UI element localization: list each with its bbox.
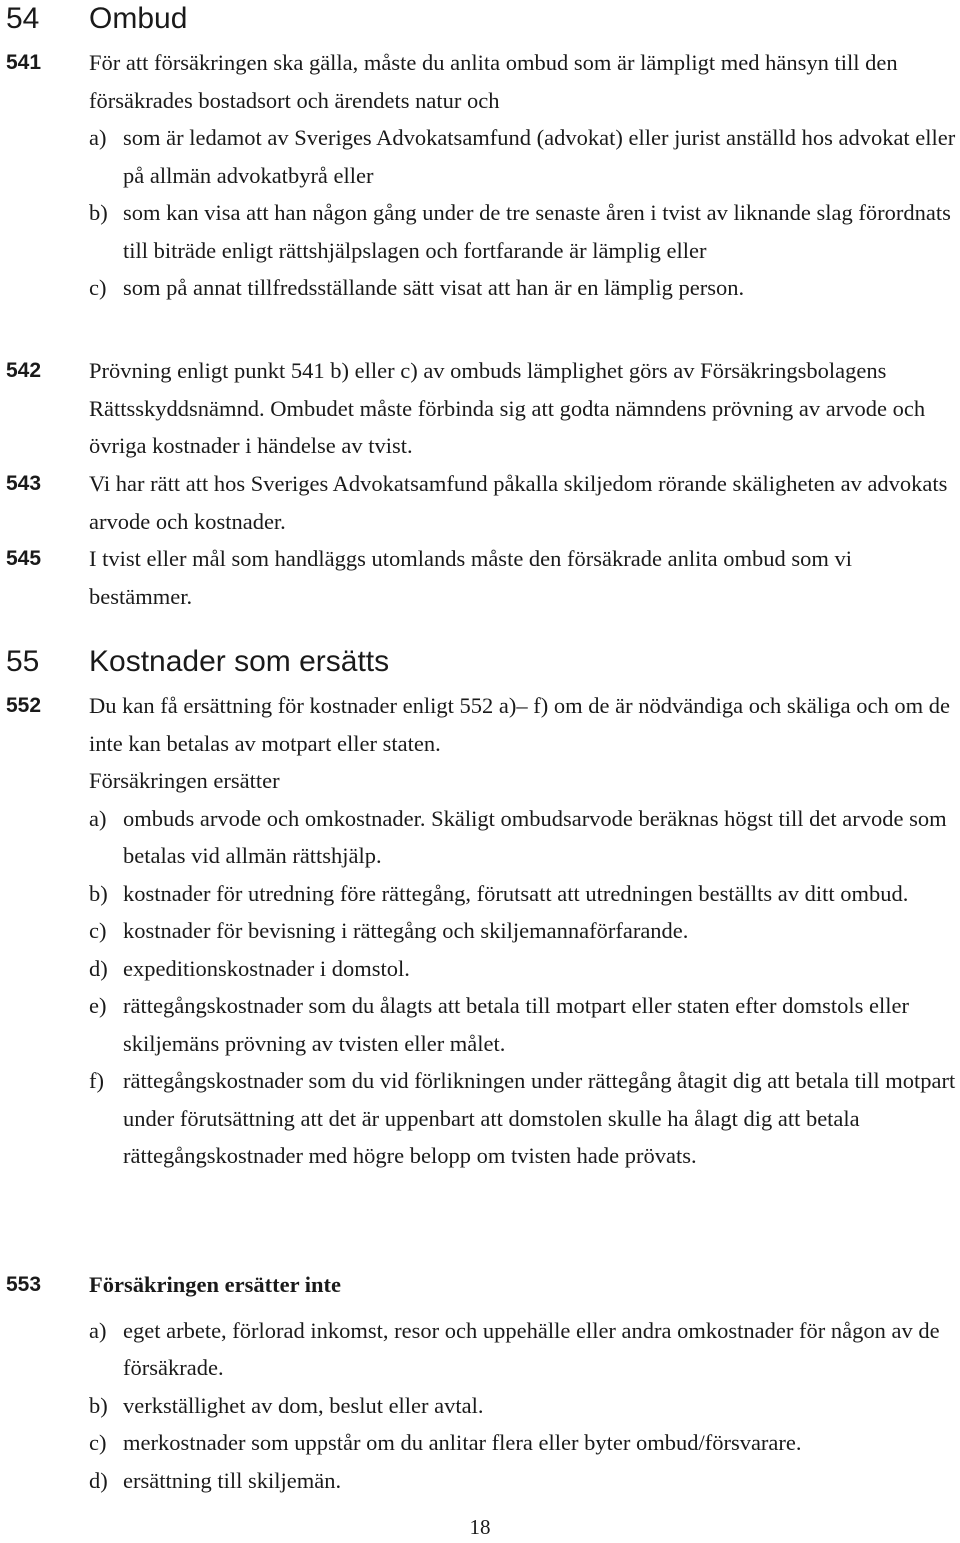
clause-text: För att försäkringen ska gälla, måste du anlita ombud som är lämpligt med hänsyn till den försäkrades bostadsort och ärendets natur och (89, 50, 898, 113)
list-item-text: verkställighet av dom, beslut eller avtal. (123, 1392, 484, 1418)
clause-543 (6, 465, 956, 540)
section-heading (6, 643, 956, 681)
section-heading (6, 0, 956, 38)
section-number: 54 (6, 2, 40, 35)
list-item (89, 194, 956, 269)
clause (6, 465, 956, 540)
list-item-text: kostnader för utredning före rättegång, förutsatt att utredningen beställts av ditt ombud. (123, 880, 909, 906)
list-item-label: d) (89, 955, 108, 981)
list-item-text: rättegångskostnader som du ålagts att betala till motpart eller staten efter domstols eller skiljemäns prövning av tvisten eller målet. (123, 993, 910, 1056)
section-55 (6, 643, 956, 681)
list-item-label: f) (89, 1068, 104, 1093)
list-item (89, 912, 956, 950)
page-number: 18 (469, 1515, 491, 1539)
clause-text: Du kan få ersättning för kostnader enligt 552 a)– f) om de är nödvändiga och skäliga och om de inte kan betalas av motpart eller staten. (89, 693, 950, 756)
list-item (89, 1312, 956, 1387)
list-item-text: kostnader för bevisning i rättegång och skiljemannaförfarande. (123, 918, 689, 943)
list-item (89, 1387, 956, 1425)
clause-body (89, 1266, 956, 1499)
list-item-label: b) (89, 1392, 108, 1418)
clause-number: 541 (6, 51, 42, 74)
list-item-label: b) (89, 200, 108, 225)
list-item (89, 800, 956, 875)
list-item-text: som på annat tillfredsställande sätt visat att han är en lämplig person. (123, 275, 745, 300)
clause-body (89, 44, 956, 307)
list-item (89, 875, 956, 913)
clause-number: 552 (6, 694, 42, 717)
clause (6, 352, 956, 465)
list-item-text: som är ledamot av Sveriges Advokatsamfund (advokat) eller jurist anställd hos advokat eller på allmän advokatbyrå eller (123, 125, 956, 188)
list-item (89, 950, 956, 988)
list-item-text: som kan visa att han någon gång under de tre senaste åren i tvist av liknande slag förordnats till biträde enligt rättshjälpslagen och fortfarande är lämplig eller (123, 200, 951, 263)
clause-subtext: Försäkringen ersätter (89, 768, 280, 793)
list-item-label: d) (89, 1467, 108, 1493)
clause-545 (6, 540, 956, 615)
list-item (89, 1424, 956, 1462)
clause-553 (6, 1266, 956, 1499)
clause-body (89, 687, 956, 1175)
clause (6, 687, 956, 1175)
list-item-label: e) (89, 993, 107, 1018)
list-item (89, 119, 956, 194)
list-item (89, 1462, 956, 1500)
clause-number: 545 (6, 547, 42, 570)
clause-number: 542 (6, 359, 42, 382)
clause-541 (6, 44, 956, 307)
clause-text: I tvist eller mål som handläggs utomlands måste den försäkrade anlita ombud som vi bestämmer. (89, 546, 852, 609)
list-item-text: rättegångskostnader som du vid förlikningen under rättegång åtagit dig att betala till motpart under förutsättning att det är uppenbart att domstolen skulle ha ålagt dig att betala rättegångskostnader med högre belopp om tvisten hade prövats. (123, 1068, 956, 1168)
list-item-label: a) (89, 1317, 107, 1343)
clause-text: Prövning enligt punkt 541 b) eller c) av ombuds lämplighet görs av Försäkringsbolagens Rättsskyddsnämnd. Ombudet måste förbinda sig att godta nämndens prövning av arvode och övriga kostnader i händelse av tvist. (89, 358, 926, 458)
section-54 (6, 0, 956, 38)
list-item-label: c) (89, 918, 107, 943)
clause (6, 1266, 956, 1499)
clause-text: Vi har rätt att hos Sveriges Advokatsamfund påkalla skiljedom rörande skäligheten av advokats arvode och kostnader. (89, 471, 948, 534)
list-item-label: b) (89, 880, 108, 906)
clause (6, 44, 956, 307)
section-number: 55 (6, 645, 40, 678)
clause (6, 540, 956, 615)
list-item (89, 1062, 956, 1175)
list-item-text: expeditionskostnader i domstol. (123, 955, 410, 981)
list-item-label: a) (89, 125, 107, 150)
clause-number: 543 (6, 472, 42, 495)
list-item-text: eget arbete, förlorad inkomst, resor och uppehälle eller andra omkostnader för någon av de försäkrade. (123, 1317, 940, 1380)
list-item-label: c) (89, 1430, 107, 1455)
list-item-label: c) (89, 275, 107, 300)
section-title: Ombud (89, 2, 188, 35)
section-title: Kostnader som ersätts (89, 645, 390, 678)
list-item-text: ombuds arvode och omkostnader. Skäligt ombudsarvode beräknas högst till det arvode som betalas vid allmän rättshjälp. (123, 805, 947, 868)
list-item (89, 987, 956, 1062)
clause-542 (6, 352, 956, 465)
clause-552 (6, 687, 956, 1175)
list-item-text: merkostnader som uppstår om du anlitar flera eller byter ombud/försvarare. (123, 1430, 802, 1455)
list-item-label: a) (89, 805, 107, 831)
clause-heading: Försäkringen ersätter inte (89, 1272, 342, 1297)
list-item-text: ersättning till skiljemän. (123, 1467, 342, 1493)
clause-number: 553 (6, 1273, 42, 1296)
list-item (89, 269, 956, 307)
